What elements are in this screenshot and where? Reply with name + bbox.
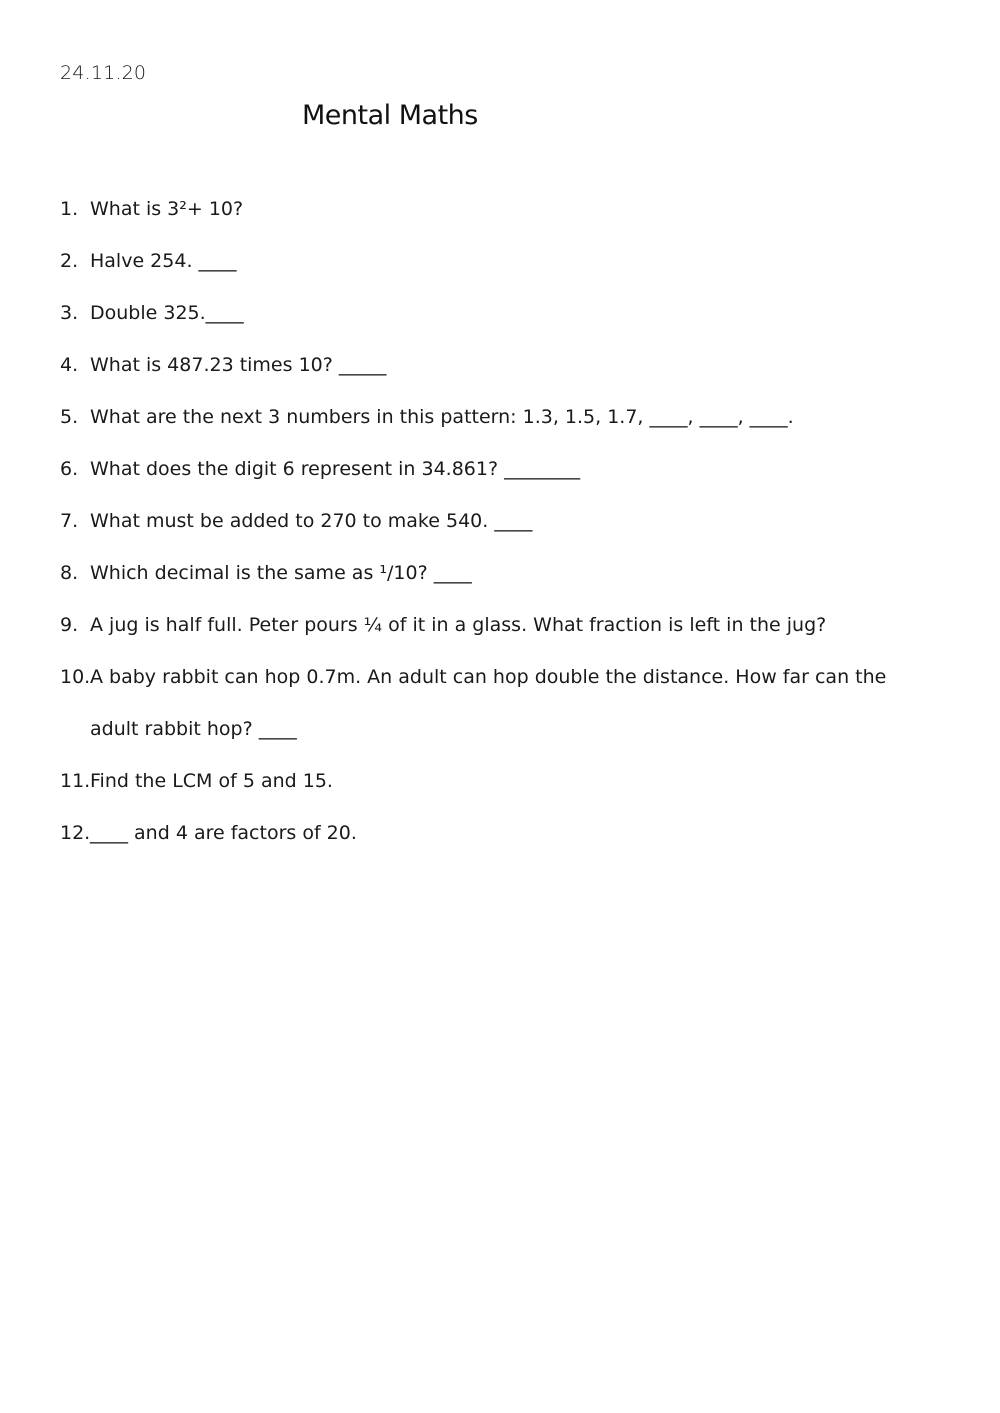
question-item-8 [60, 560, 960, 586]
question-number: 8. [60, 562, 79, 584]
question-text: What are the next 3 numbers in this pattern: 1.3, 1.5, 1.7, ____, ____, ____. [90, 406, 794, 428]
question-text: ____ and 4 are factors of 20. [90, 822, 357, 844]
question-item-11 [60, 768, 960, 794]
question-number: 9. [60, 614, 79, 636]
question-item-9 [60, 612, 960, 638]
question-text: Double 325.____ [90, 302, 244, 324]
question-item-12 [60, 820, 960, 846]
question-number: 4. [60, 354, 79, 376]
question-item-6 [60, 456, 960, 482]
question-number: 10. [60, 666, 91, 688]
question-number: 2. [60, 250, 79, 272]
question-number: 1. [60, 198, 79, 220]
question-text: What is 487.23 times 10? _____ [90, 354, 387, 376]
question-number: 5. [60, 406, 79, 428]
question-text: Halve 254. ____ [90, 250, 237, 272]
question-text: A jug is half full. Peter pours ¼ of it in a glass. What fraction is left in the jug? [90, 614, 827, 636]
question-list [60, 196, 960, 872]
question-item-2 [60, 248, 960, 274]
question-text: A baby rabbit can hop 0.7m. An adult can hop double the distance. How far can the [90, 666, 887, 688]
question-item-1 [60, 196, 960, 222]
page-title: Mental Maths [302, 100, 478, 131]
question-text: Find the LCM of 5 and 15. [90, 770, 333, 792]
question-item-7 [60, 508, 960, 534]
question-text: What must be added to 270 to make 540. ____ [90, 510, 533, 532]
question-item-10 [60, 664, 960, 742]
question-number: 11. [60, 770, 91, 792]
question-item-3 [60, 300, 960, 326]
question-text: What is 3²+ 10? [90, 198, 244, 220]
question-item-4 [60, 352, 960, 378]
question-text: Which decimal is the same as ¹/10? ____ [90, 562, 472, 584]
question-text-wrapper [90, 664, 960, 742]
question-number: 3. [60, 302, 79, 324]
question-item-5 [60, 404, 960, 430]
question-number: 6. [60, 458, 79, 480]
question-text: What does the digit 6 represent in 34.861? ________ [90, 458, 581, 480]
question-number: 12. [60, 822, 91, 844]
date-label: 24.11.20 [60, 62, 147, 84]
question-text-continued: adult rabbit hop? ____ [90, 718, 297, 740]
question-number: 7. [60, 510, 79, 532]
